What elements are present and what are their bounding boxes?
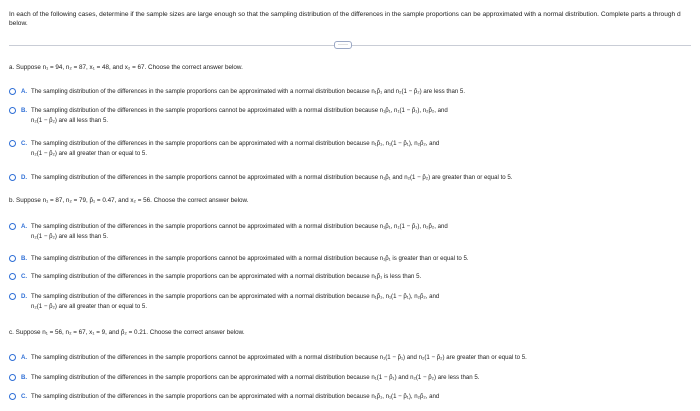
option-text: The sampling distribution of the differences in the sample proportions cannot be approximated with a normal distribution because n₁p̂₁, n₁(1 − p̂₁), n₂p̂₂, and: [31, 107, 448, 114]
option-text-continued: n₂(1 − p̂₂) are all less than 5.: [31, 233, 109, 240]
radio-button[interactable]: [9, 223, 16, 230]
option-letter: D.: [21, 293, 28, 300]
option-letter: A.: [21, 88, 28, 95]
radio-button[interactable]: [9, 174, 16, 181]
option-letter: A.: [21, 223, 28, 230]
radio-button[interactable]: [9, 293, 16, 300]
option-letter: B.: [21, 107, 28, 114]
option-text: The sampling distribution of the differences in the sample proportions can be approximated with a normal distribution because n₁p̂₁, n₁(1 − p̂₁), n₂p̂₂, and: [31, 293, 440, 300]
radio-button[interactable]: [9, 273, 16, 280]
option-text: The sampling distribution of the differences in the sample proportions cannot be approximated with a normal distribution because n₁p̂₁ is greater than or equal to 5.: [31, 255, 469, 262]
radio-button[interactable]: [9, 255, 16, 262]
option-letter: C.: [21, 140, 28, 147]
option-text-continued: n₂(1 − p̂₂) are all less than 5.: [31, 117, 109, 124]
option-letter: B.: [21, 255, 28, 262]
option-letter: C.: [21, 393, 28, 400]
option-text: The sampling distribution of the differences in the sample proportions cannot be approximated with a normal distribution because n₁p̂₁ and n₂(1 − p̂₂) are greater than or equal to 5.: [31, 174, 513, 181]
radio-button[interactable]: [9, 88, 16, 95]
radio-button[interactable]: [9, 374, 16, 381]
option-text-continued: n₂(1 − p̂₂) are all greater than or equal to 5.: [31, 150, 148, 157]
radio-button[interactable]: [9, 393, 16, 400]
radio-button[interactable]: [9, 140, 16, 147]
option-letter: A.: [21, 354, 28, 361]
option-text: The sampling distribution of the differences in the sample proportions can be approximated with a normal distribution because n₁p̂₁, n₁(1 − p̂₁), n₂p̂₂, and: [31, 393, 440, 400]
option-text: The sampling distribution of the differences in the sample proportions can be approximated with a normal distribution because n₁(1 − p̂₁) and n₂(1 − p̂₂) are less than 5.: [31, 374, 480, 381]
radio-button[interactable]: [9, 354, 16, 361]
option-text-continued: n₂(1 − p̂₂) are all greater than or equal to 5.: [31, 303, 148, 310]
radio-button[interactable]: [9, 107, 16, 114]
option-text: The sampling distribution of the differences in the sample proportions can be approximated with a normal distribution because n₁p̂₁ is less than 5.: [31, 273, 422, 280]
expand-more-button[interactable]: ·····: [334, 41, 352, 49]
option-text: The sampling distribution of the differences in the sample proportions cannot be approximated with a normal distribution because n₁p̂₁, n₁(1 − p̂₁), n₂p̂₂, and: [31, 223, 448, 230]
option-text: The sampling distribution of the differences in the sample proportions cannot be approximated with a normal distribution because n₁(1 − p̂₁) and n₂(1 − p̂₂) are greater than or equal to 5.: [31, 354, 527, 361]
part-a-prompt: a. Suppose n₁ = 94, n₂ = 87, x₁ = 48, and x₂ = 67. Choose the correct answer below.: [9, 64, 243, 71]
option-letter: B.: [21, 374, 28, 381]
option-letter: D.: [21, 174, 28, 181]
part-b-prompt: b. Suppose n₁ = 87, n₂ = 79, p̂₁ = 0.47, and x₂ = 56. Choose the correct answer below.: [9, 197, 249, 204]
option-letter: C.: [21, 273, 28, 280]
option-text: The sampling distribution of the differences in the sample proportions can be approximated with a normal distribution because n₁p̂₁ and n₂(1 − p̂₂) are less than 5.: [31, 88, 466, 95]
instructions-text: In each of the following cases, determine if the sample sizes are large enough so that the sampling distribution of the differences in the sample proportions can be approximated with a normal distribution. Complete parts a through d below.: [9, 11, 681, 27]
option-text: The sampling distribution of the differences in the sample proportions can be approximated with a normal distribution because n₁p̂₁, n₁(1 − p̂₁), n₂p̂₂, and: [31, 140, 440, 147]
part-c-prompt: c. Suppose n₁ = 56, n₂ = 67, x₁ = 9, and p̂₂ = 0.21. Choose the correct answer below.: [9, 329, 245, 336]
